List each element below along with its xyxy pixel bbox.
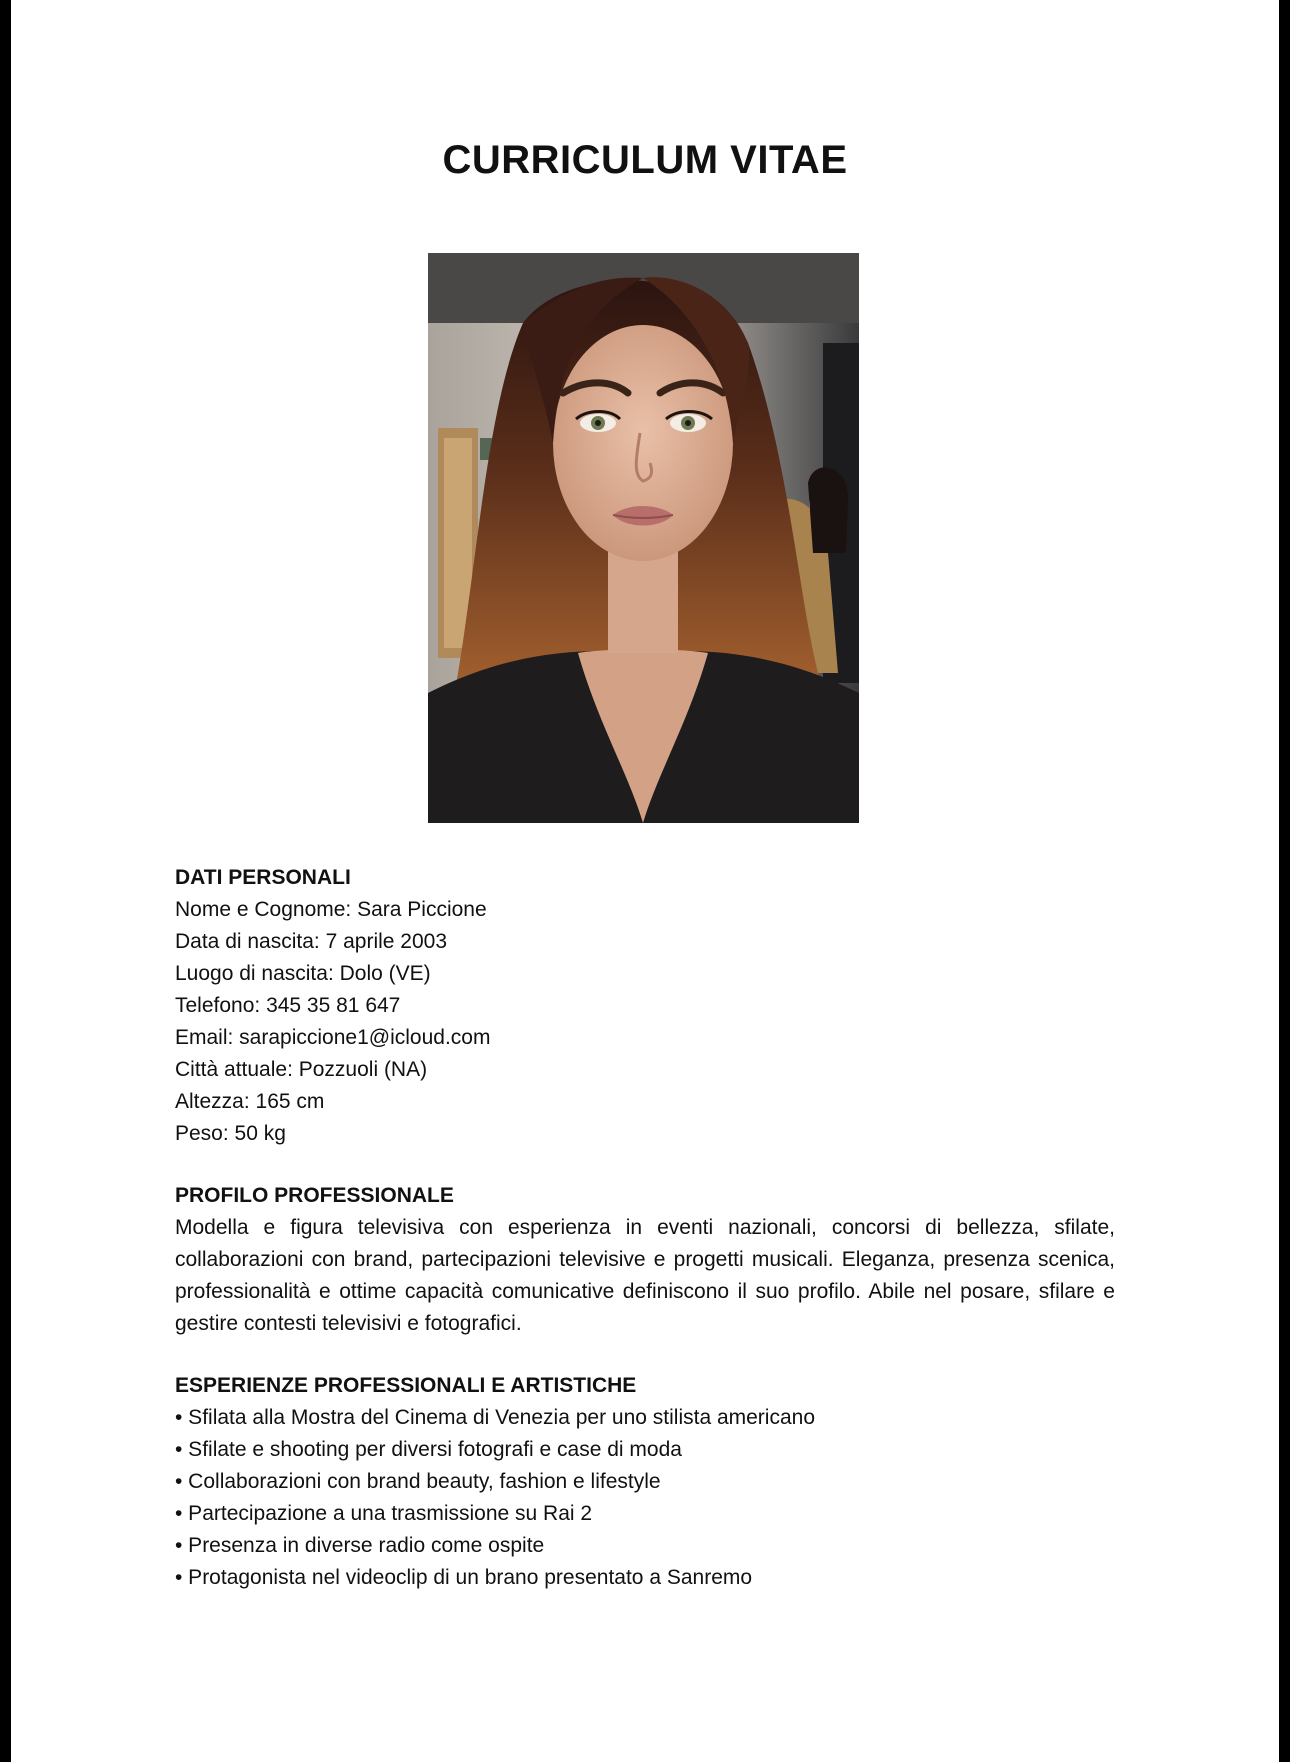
list-item: • Protagonista nel videoclip di un brano presentato a Sanremo bbox=[175, 1566, 753, 1589]
document-title: CURRICULUM VITAE bbox=[442, 138, 848, 182]
list-item: • Sfilate e shooting per diversi fotografi e case di moda bbox=[175, 1438, 682, 1461]
cv-content bbox=[175, 862, 1115, 1624]
personal-current-city: Città attuale: Pozzuoli (NA) bbox=[175, 1058, 428, 1081]
section-heading-personal: DATI PERSONALI bbox=[175, 866, 351, 889]
list-item: • Presenza in diverse radio come ospite bbox=[175, 1534, 545, 1557]
personal-birth-place: Luogo di nascita: Dolo (VE) bbox=[175, 962, 431, 985]
list-item: • Collaborazioni con brand beauty, fashion e lifestyle bbox=[175, 1470, 661, 1493]
list-item: • Sfilata alla Mostra del Cinema di Venezia per uno stilista americano bbox=[175, 1406, 816, 1429]
section-personal-data bbox=[175, 862, 1115, 1150]
section-heading-experience: ESPERIENZE PROFESSIONALI E ARTISTICHE bbox=[175, 1374, 637, 1397]
section-heading-profile: PROFILO PROFESSIONALE bbox=[175, 1184, 454, 1207]
document-page bbox=[11, 0, 1279, 1762]
personal-height: Altezza: 165 cm bbox=[175, 1090, 325, 1113]
section-experience bbox=[175, 1370, 1115, 1594]
personal-birth-date: Data di nascita: 7 aprile 2003 bbox=[175, 930, 448, 953]
profile-photo bbox=[428, 253, 859, 823]
personal-weight: Peso: 50 kg bbox=[175, 1122, 286, 1145]
profile-paragraph: Modella e figura televisiva con esperienza in eventi nazionali, concorsi di bellezza, sfilate, collaborazioni con brand, partecipazioni televisive e progetti musicali. Eleganza, presenza scenica, professionalità e ottime capacità comunicative definiscono il suo profilo. Abile nel posare, sfilare e gestire contesti televisivi e fotografici. bbox=[175, 1216, 1115, 1335]
personal-name: Nome e Cognome: Sara Piccione bbox=[175, 898, 487, 921]
section-professional-profile bbox=[175, 1180, 1115, 1340]
personal-phone: Telefono: 345 35 81 647 bbox=[175, 994, 401, 1017]
personal-email: Email: sarapiccione1@icloud.com bbox=[175, 1026, 491, 1049]
list-item: • Partecipazione a una trasmissione su Rai 2 bbox=[175, 1502, 593, 1525]
